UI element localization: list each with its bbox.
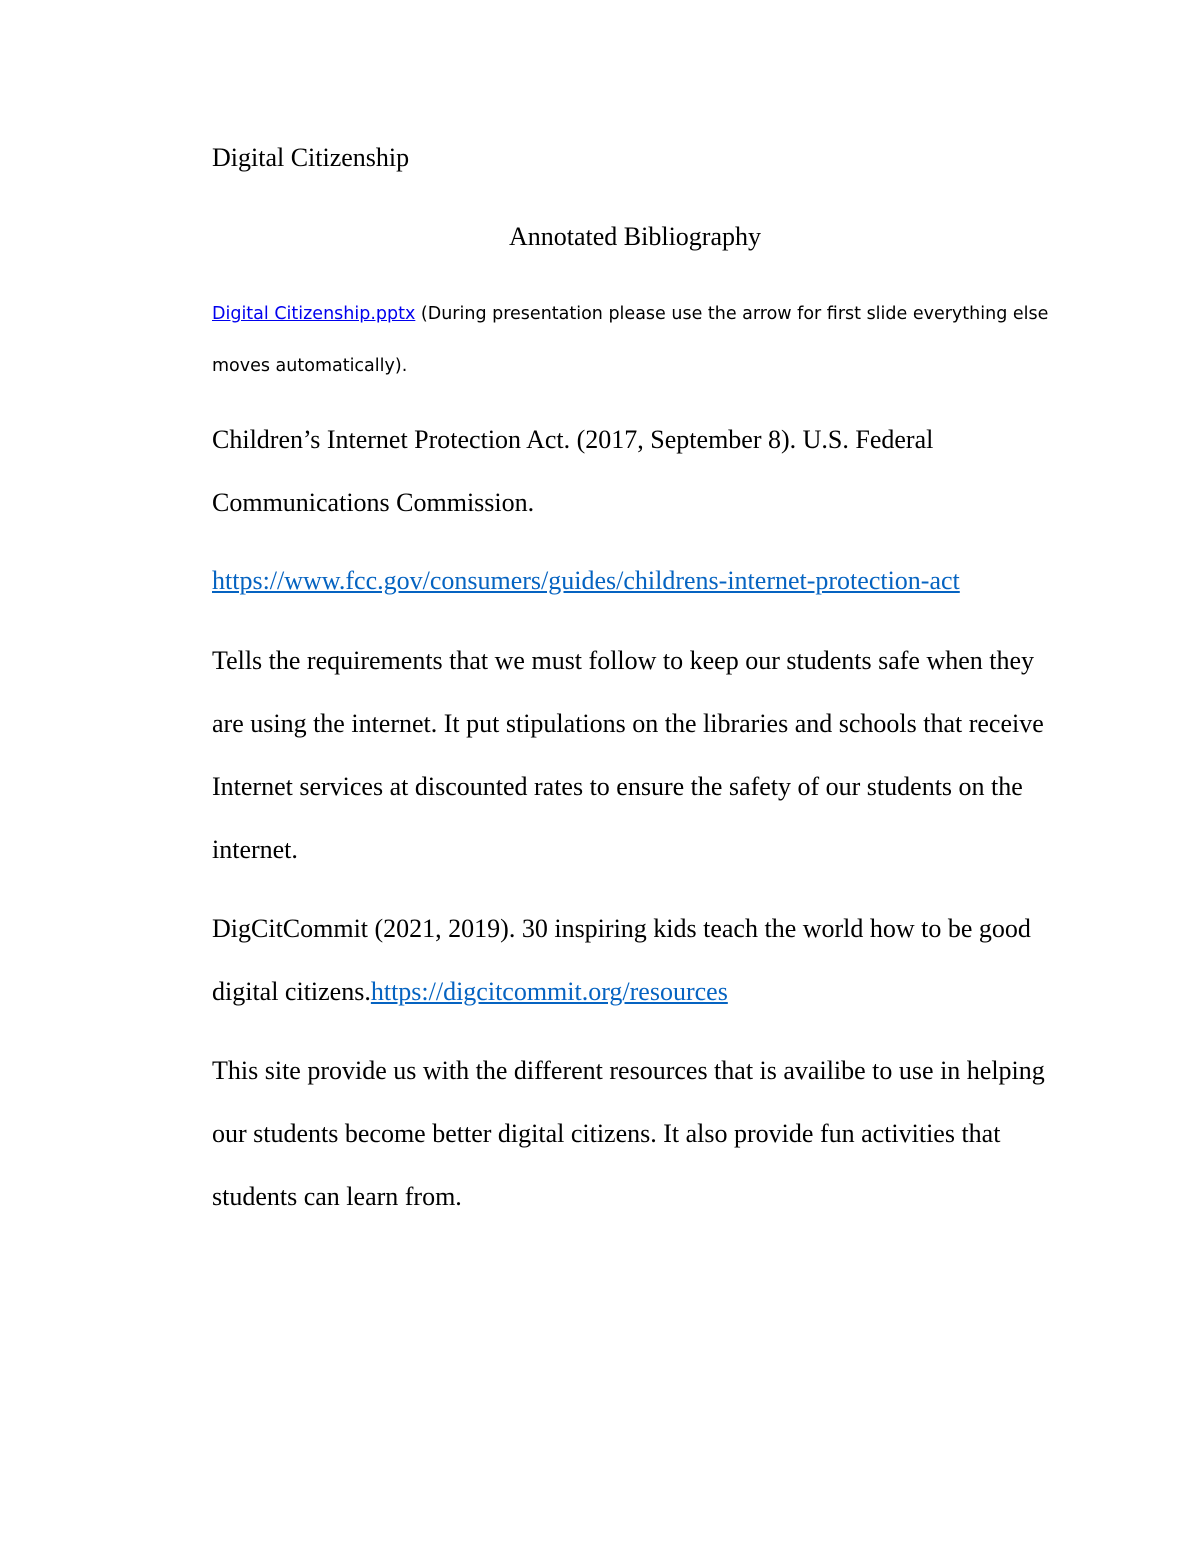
citation-digcitcommit <box>212 897 1072 1023</box>
citation-digcitcommit-text: DigCitCommit (2021, 2019). 30 inspiring kids teach the world how to be good digital citizens. <box>212 914 1031 1006</box>
annotation-cipa: Tells the requirements that we must follow to keep our students safe when they are using the internet. It put stipulations on the libraries and schools that receive Internet services at discounted rates to ensure the safety of our students on the internet. <box>212 646 1044 864</box>
document-title: Annotated Bibliography <box>508 222 761 251</box>
document-heading: Digital Citizenship <box>212 143 410 172</box>
presentation-note-text: (During presentation please use the arrow for first slide everything else moves automatically). <box>212 304 1049 376</box>
presentation-file-link[interactable]: Digital Citizenship.pptx <box>212 304 416 324</box>
digcitcommit-url-link[interactable]: https://digcitcommit.org/resources <box>370 977 728 1006</box>
citation-cipa: Children’s Internet Protection Act. (2017, September 8). U.S. Federal Communications Commission. <box>212 425 934 517</box>
annotation-digcitcommit: This site provide us with the different resources that is availibe to use in helping our students become better digital citizens. It also provide fun activities that students can learn from. <box>212 1056 1045 1211</box>
citation-cipa-url-line <box>212 549 1072 612</box>
presentation-note <box>212 288 1072 392</box>
cipa-url-link[interactable]: https://www.fcc.gov/consumers/guides/childrens-internet-protection-act <box>212 566 960 595</box>
